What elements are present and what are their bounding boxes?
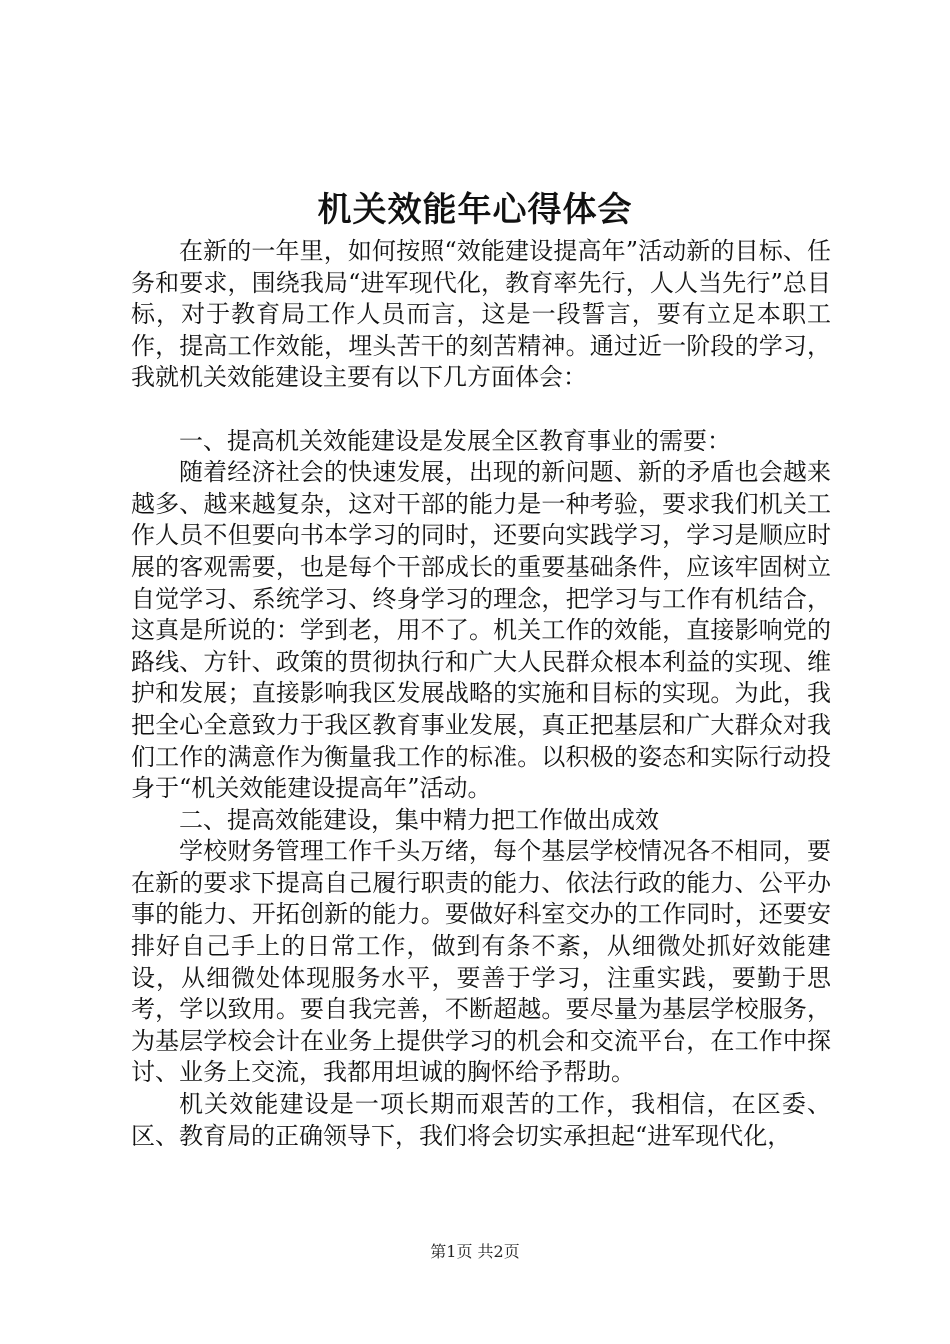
section-heading-2: 二、提高效能建设，集中精力把工作做出成效 bbox=[179, 805, 659, 834]
closing-paragraph: 机关效能建设是一项长期而艰苦的工作，我相信，在区委、区、教育局的正确领导下，我们将会切实承担起“进军现代化， bbox=[131, 1090, 831, 1150]
document-body bbox=[131, 236, 831, 1152]
section-heading-1: 一、提高机关效能建设是发展全区教育事业的需要： bbox=[179, 426, 731, 455]
section-2-paragraph: 学校财务管理工作千头万绪，每个基层学校情况各不相同，要在新的要求下提高自己履行职责的能力、依法行政的能力、公平办事的能力、开拓创新的能力。要做好科室交办的工作同时，还要安排好自己手上的日常工作，做到有条不紊，从细微处抓好效能建设，从细微处体现服务水平，要善于学习，注重实践，要勤于思考，学以致用。要自我完善，不断超越。要尽量为基层学校服务，为基层学校会计在业务上提供学习的机会和交流平台，在工作中探讨、业务上交流，我都用坦诚的胸怀给予帮助。 bbox=[131, 837, 831, 1087]
section-1-paragraph: 随着经济社会的快速发展，出现的新问题、新的矛盾也会越来越多、越来越复杂，这对干部的能力是一种考验，要求我们机关工作人员不但要向书本学习的同时，还要向实践学习，学习是顺应时展的客观需要，也是每个干部成长的重要基础条件，应该牢固树立自觉学习、系统学习、终身学习的理念，把学习与工作有机结合，这真是所说的：学到老，用不了。机关工作的效能，直接影响党的路线、方针、政策的贯彻执行和广大人民群众根本利益的实现、维护和发展；直接影响我区发展战略的实施和目标的实现。为此，我把全心全意致力于我区教育事业发展，真正把基层和广大群众对我们工作的满意作为衡量我工作的标准。以积极的姿态和实际行动投身于“机关效能建设提高年”活动。 bbox=[131, 458, 831, 803]
intro-paragraph: 在新的一年里，如何按照“效能建设提高年”活动新的目标、任务和要求，围绕我局“进军现代化，教育率先行，人人当先行”总目标，对于教育局工作人员而言，这是一段誓言，要有立足本职工作，提高工作效能，埋头苦干的刻苦精神。通过近一阶段的学习，我就机关效能建设主要有以下几方面体会： bbox=[131, 237, 831, 392]
page-number-footer: 第1页 共2页 bbox=[430, 1242, 520, 1261]
paragraph-spacer bbox=[131, 394, 831, 426]
document-title: 机关效能年心得体会 bbox=[317, 190, 633, 230]
